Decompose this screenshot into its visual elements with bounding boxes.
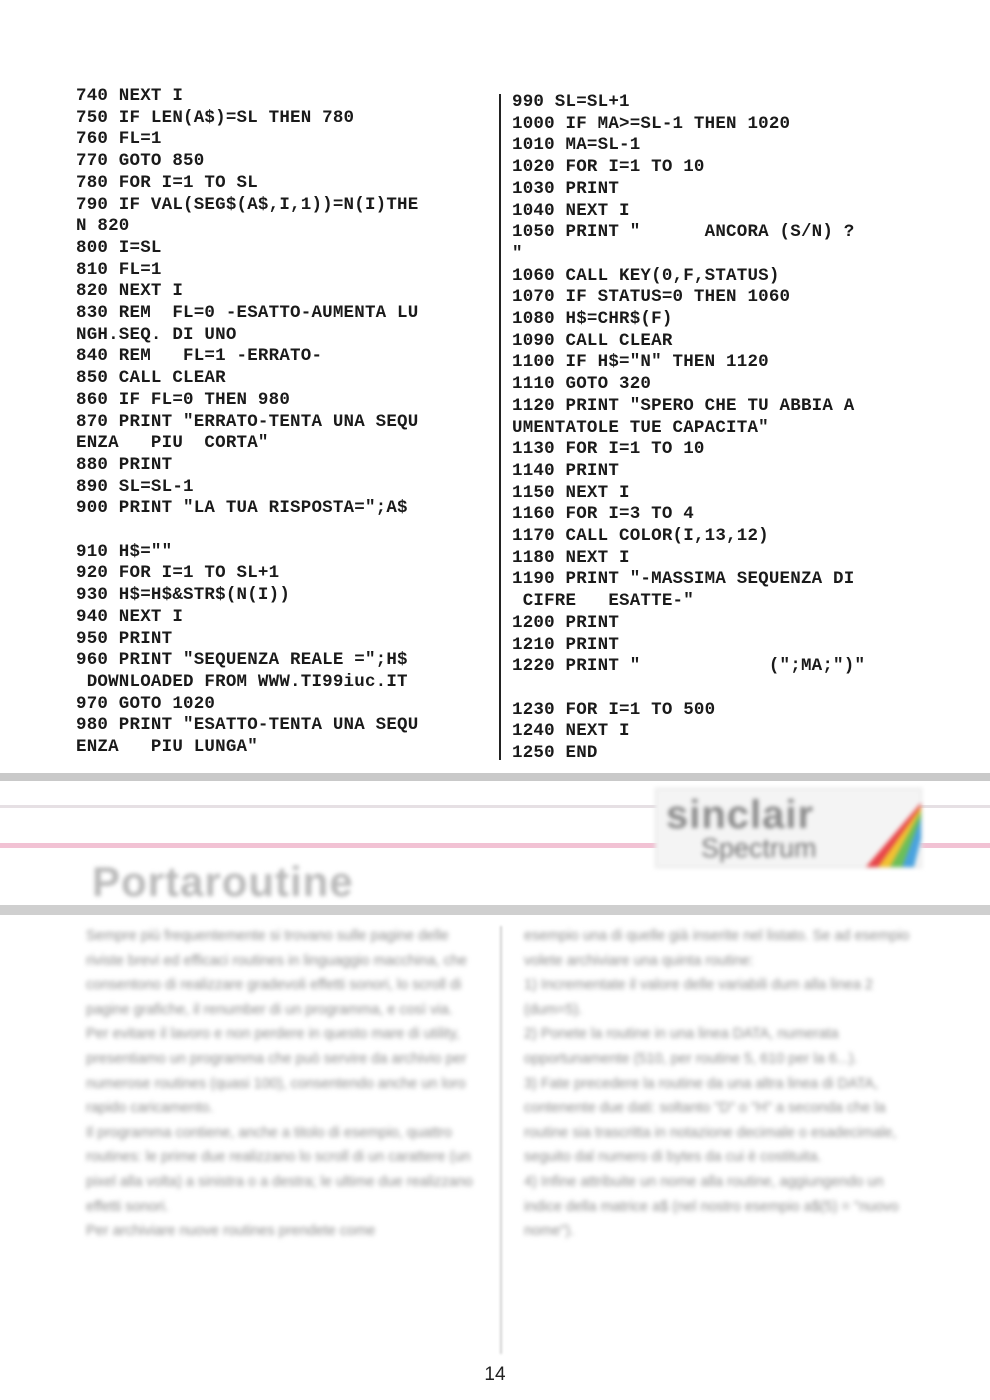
- header-stripe: [0, 773, 990, 781]
- code-line: DOWNLOADED FROM WWW.TI99iuc.IT: [76, 671, 408, 692]
- code-line: 1080 H$=CHR$(F): [512, 309, 673, 330]
- sinclair-spectrum-logo: [655, 788, 922, 868]
- code-line: 930 H$=H$&STR$(N(I)): [76, 585, 291, 606]
- code-line: 1060 CALL KEY(0,F,STATUS): [512, 265, 780, 286]
- code-line: 750 IF LEN(A$)=SL THEN 780: [76, 107, 355, 128]
- code-line: 1040 NEXT I: [512, 200, 630, 221]
- code-listing-left: [76, 86, 494, 759]
- code-line: 1020 FOR I=1 TO 10: [512, 157, 705, 178]
- code-line: 910 H$="": [76, 541, 173, 562]
- article-paragraph: 1) Incrementate il valore delle variabili dum alla linea 2 (dum=5).: [524, 977, 873, 1018]
- code-line: 1210 PRINT: [512, 634, 620, 655]
- code-listing-right: [512, 92, 932, 765]
- code-line: NGH.SEQ. DI UNO: [76, 324, 237, 345]
- code-line: UMENTATOLE TUE CAPACITA": [512, 417, 769, 438]
- code-line: CIFRE ESATTE-": [512, 591, 694, 612]
- code-line: 990 SL=SL+1: [512, 92, 630, 112]
- code-line: 1150 NEXT I: [512, 482, 630, 503]
- code-line: 790 IF VAL(SEG$(A$,I,1))=N(I)THE: [76, 194, 419, 215]
- code-line: 840 REM FL=1 -ERRATO-: [76, 346, 323, 367]
- code-line: 1250 END: [512, 743, 598, 764]
- code-line: 820 NEXT I: [76, 281, 184, 302]
- article-paragraph: 3) Fate precedere la routine da una altra linea di DATA, contenente due dati: soltanto "D" o "H" a seconda che la routine sia trascritta in notazione decimale o esadecimale, seguito dal numero di bytes da cui è costituita.: [524, 1075, 897, 1166]
- article-paragraph: Per archiviare nuove routines prendete come: [86, 1223, 376, 1240]
- code-line: 830 REM FL=0 -ESATTO-AUMENTA LU: [76, 303, 419, 324]
- code-line: 810 FL=1: [76, 259, 162, 280]
- article-paragraph: Sempre più frequentemente si trovano sulle pagine delle riviste brevi ed efficaci routines in linguaggio macchina, che consentono di realizzare gradevoli effetti sonori, lo scroll di pagine grafiche, il renumber di un programma, e così via.: [86, 928, 467, 1018]
- code-line: ENZA PIU LUNGA": [76, 737, 258, 758]
- code-line: 980 PRINT "ESATTO-TENTA UNA SEQU: [76, 715, 419, 736]
- article-column-divider: [500, 926, 502, 1354]
- code-line: 1180 NEXT I: [512, 547, 630, 568]
- article-column-left: [86, 924, 484, 1244]
- code-line: 890 SL=SL-1: [76, 476, 194, 497]
- article-column-right: [524, 924, 922, 1244]
- article-paragraph: Il programma contiene, anche a titolo di esempio, quattro routines: le prime due realizzano lo scroll di un carattere (un pixel alla volta) a sinistra o a destra; le ultime due realizzano effetti sonori.: [86, 1124, 473, 1215]
- code-line: 1130 FOR I=1 TO 10: [512, 439, 705, 460]
- code-line: 1110 GOTO 320: [512, 374, 652, 395]
- code-line: 740 NEXT I: [76, 86, 184, 106]
- article-paragraph: 4) Infine attribuite un nome alla routine, aggiungendo un indice della matrice a$ (nel nostro esempio a$(5) = "nuovo nome").: [524, 1173, 899, 1240]
- code-line: 1140 PRINT: [512, 460, 620, 481]
- article-paragraph: esempio una di quelle già inserite nel listato. Se ad esempio volete archiviare una quinta routine:: [524, 928, 910, 969]
- code-line: 1190 PRINT "-MASSIMA SEQUENZA DI: [512, 569, 855, 590]
- column-divider: [499, 94, 501, 760]
- code-line: 870 PRINT "ERRATO-TENTA UNA SEQU: [76, 411, 419, 432]
- code-line: 1050 PRINT " ANCORA (S/N) ?: [512, 222, 855, 243]
- page-number: 14: [484, 1364, 506, 1385]
- article-title: Portaroutine: [92, 858, 354, 905]
- code-line: ": [512, 243, 523, 264]
- code-line: 1160 FOR I=3 TO 4: [512, 504, 694, 525]
- header-stripe: [0, 905, 990, 915]
- code-line: [512, 678, 932, 700]
- code-line: N 820: [76, 216, 130, 237]
- code-line: 960 PRINT "SEQUENZA REALE =";H$: [76, 650, 408, 671]
- logo-brand: sinclair: [666, 793, 815, 837]
- code-line: 970 GOTO 1020: [76, 693, 216, 714]
- code-line: 880 PRINT: [76, 454, 173, 475]
- code-line: 920 FOR I=1 TO SL+1: [76, 563, 280, 584]
- code-line: 1030 PRINT: [512, 178, 620, 199]
- code-line: 1010 MA=SL-1: [512, 135, 641, 156]
- code-line: [76, 520, 494, 542]
- code-line: 780 FOR I=1 TO SL: [76, 172, 258, 193]
- code-line: 1220 PRINT " (";MA;")": [512, 656, 866, 677]
- code-line: 1100 IF H$="N" THEN 1120: [512, 352, 769, 373]
- code-line: 1070 IF STATUS=0 THEN 1060: [512, 287, 791, 308]
- logo-model: Spectrum: [701, 833, 817, 863]
- code-line: 1090 CALL CLEAR: [512, 330, 673, 351]
- code-line: 1170 CALL COLOR(I,13,12): [512, 526, 769, 547]
- code-line: ENZA PIU CORTA": [76, 433, 269, 454]
- rainbow-stripes-icon: [846, 789, 922, 867]
- code-line: 760 FL=1: [76, 129, 162, 150]
- code-line: 940 NEXT I: [76, 606, 184, 627]
- code-line: 770 GOTO 850: [76, 151, 205, 172]
- article-paragraph: 2) Ponete la routine in una linea DATA, numerata opportunamente (510, per routine 5, 610 per la 6...).: [524, 1026, 858, 1067]
- code-line: 1240 NEXT I: [512, 721, 630, 742]
- code-line: 950 PRINT: [76, 628, 173, 649]
- code-line: 850 CALL CLEAR: [76, 368, 226, 389]
- article-paragraph: Per evitare il lavoro e non perdere in questo mare di utility, presentiamo un programma che può servire da archivio per numerose routines (quasi 100), consentendo anche un loro rapido caricamento.: [86, 1026, 467, 1117]
- code-line: 1200 PRINT: [512, 612, 620, 633]
- code-line: 1000 IF MA>=SL-1 THEN 1020: [512, 113, 791, 134]
- code-line: 800 I=SL: [76, 237, 162, 258]
- code-line: 1120 PRINT "SPERO CHE TU ABBIA A: [512, 395, 855, 416]
- code-line: 900 PRINT "LA TUA RISPOSTA=";A$: [76, 498, 408, 519]
- code-line: 860 IF FL=0 THEN 980: [76, 389, 291, 410]
- code-line: 1230 FOR I=1 TO 500: [512, 699, 716, 720]
